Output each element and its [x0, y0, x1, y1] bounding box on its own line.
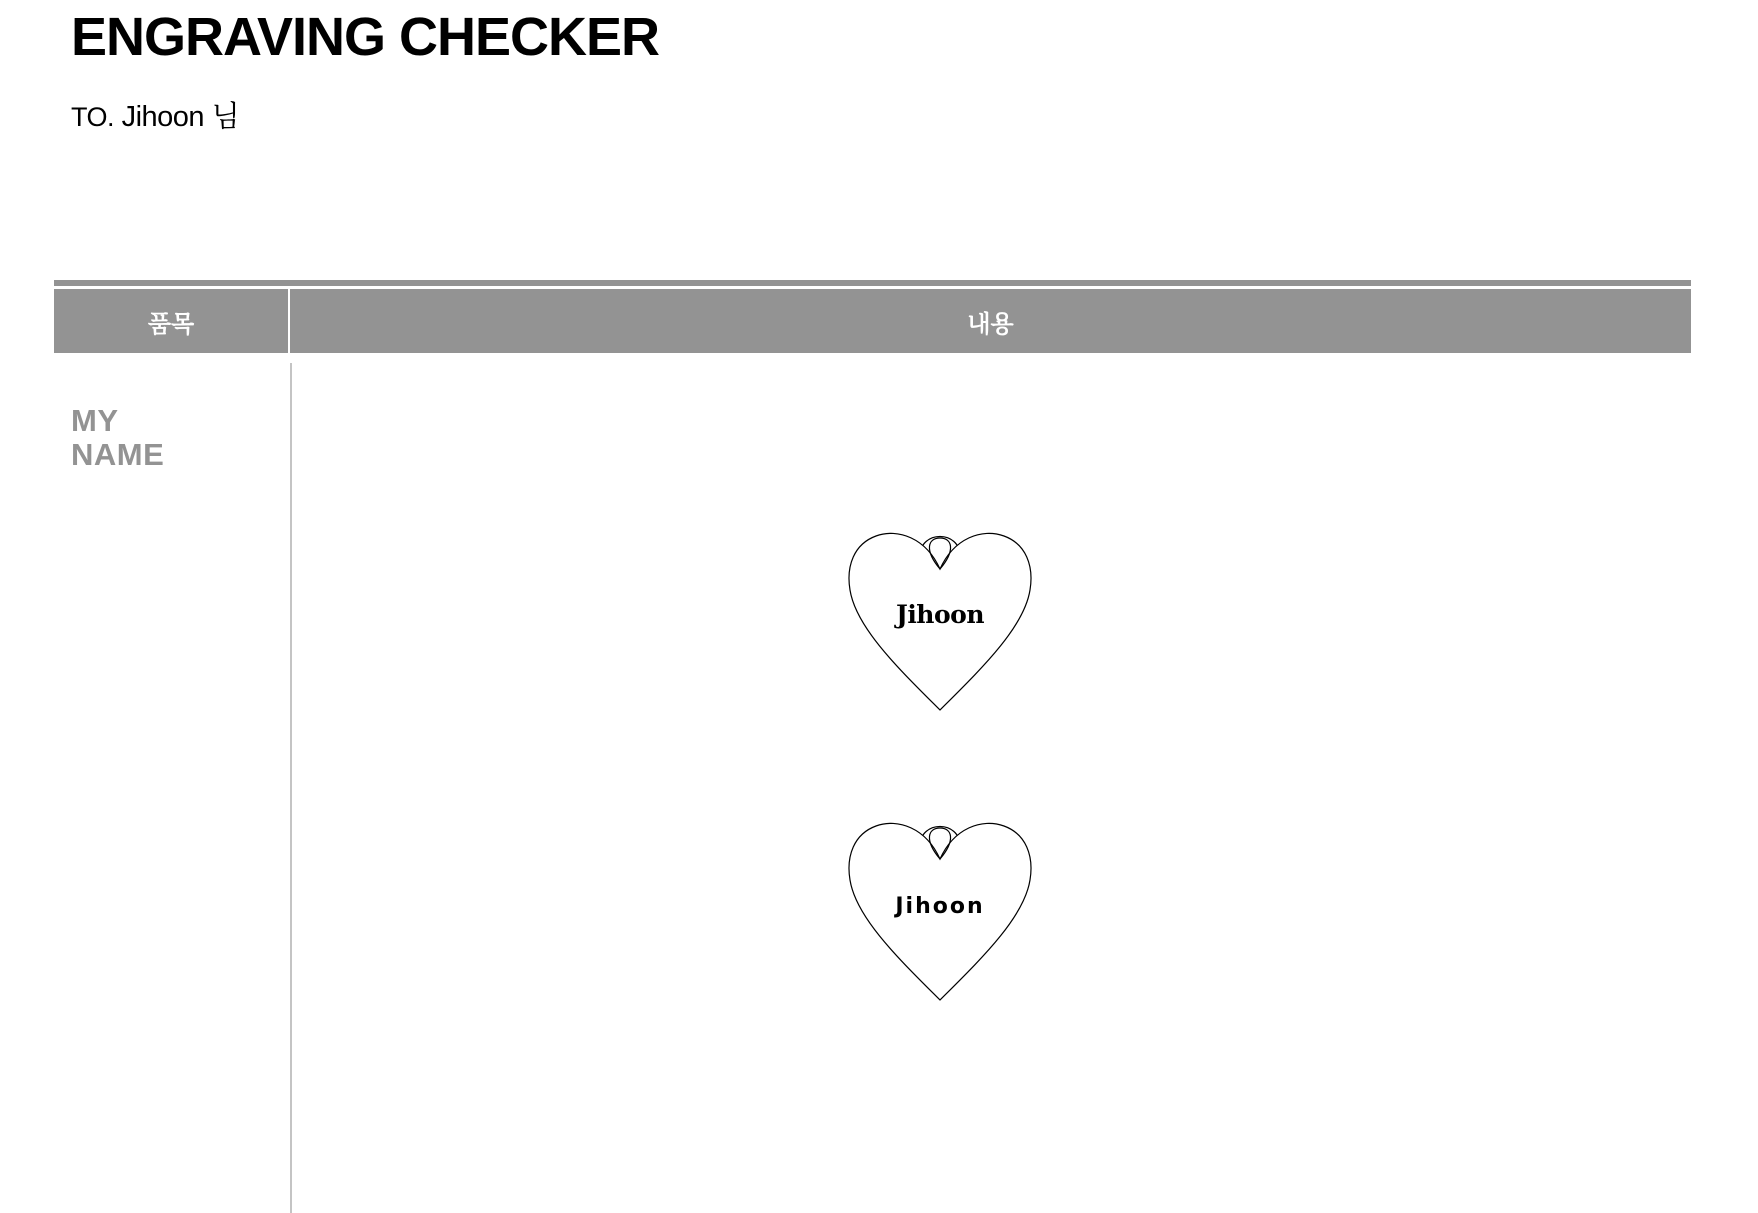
engraving-text-serif: Jihoon [895, 600, 985, 629]
recipient-line [71, 94, 239, 135]
to-label: TO. [71, 102, 115, 132]
column-header-content: 내용 [967, 310, 1014, 338]
engraving-text-rounded: Jihoon [895, 894, 985, 919]
column-divider [290, 363, 292, 1213]
heart-tag-preview-rounded [840, 810, 1060, 1030]
row-item-label-line1: MY [71, 403, 119, 438]
row-item-label [71, 404, 164, 472]
row-item-label-line2: NAME [71, 437, 165, 472]
page-title: ENGRAVING CHECKER [71, 7, 660, 67]
column-header-item: 품목 [54, 289, 290, 353]
table-header [54, 289, 1691, 353]
recipient-name: Jihoon 님 [121, 101, 240, 133]
heart-tag-preview-serif [840, 520, 1060, 740]
table-top-rule [54, 280, 1691, 286]
